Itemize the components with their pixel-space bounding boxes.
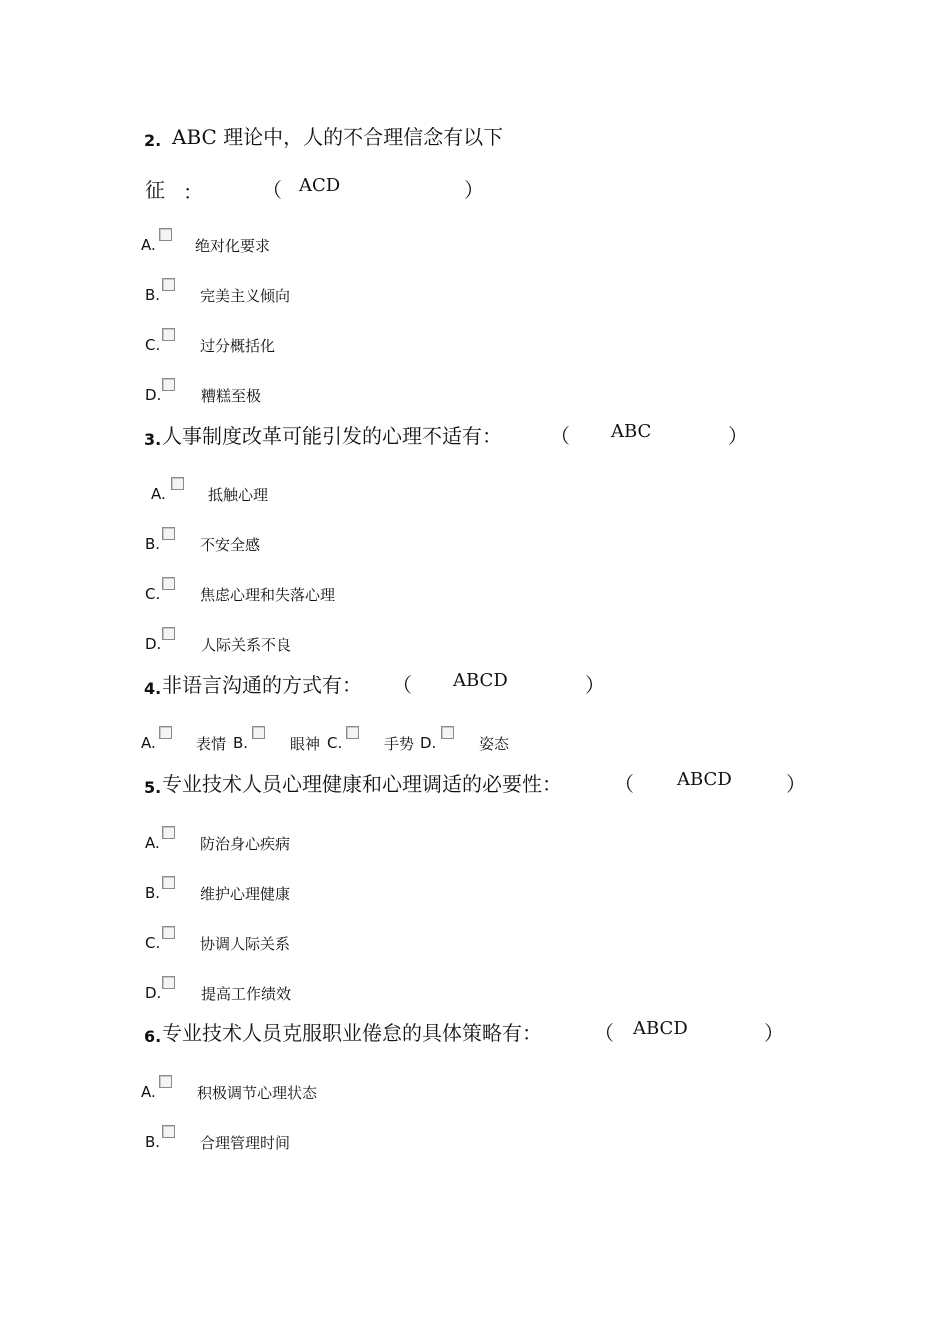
option-a-label: 积极调节心理状态 xyxy=(197,1084,318,1102)
answer-paren-open: （ xyxy=(392,673,412,697)
option-b-label: 合理管理时间 xyxy=(200,1134,291,1152)
question-text: 专业技术人员心理健康和心理调适的必要性： xyxy=(162,772,562,796)
option-c-label: 手势 xyxy=(384,735,415,753)
question-number: 5. xyxy=(144,778,162,797)
answer-text: ABC xyxy=(611,421,652,442)
option-a-letter: A. xyxy=(141,236,156,254)
question-text: 非语言沟通的方式有： xyxy=(162,673,362,697)
option-a-letter: A. xyxy=(151,485,166,503)
option-d-letter: D. xyxy=(145,635,162,653)
answer-text: ABCD xyxy=(633,1018,688,1039)
question-text: 人事制度改革可能引发的心理不适有： xyxy=(162,424,502,448)
option-c-letter: C. xyxy=(145,934,161,952)
option-a-checkbox[interactable] xyxy=(171,477,184,490)
option-d-checkbox[interactable] xyxy=(162,378,175,391)
option-b-checkbox[interactable] xyxy=(162,1125,175,1138)
option-c-checkbox[interactable] xyxy=(162,926,175,939)
option-b-letter: B. xyxy=(145,884,161,902)
option-a-label: 表情 xyxy=(196,735,227,753)
answer-paren-close: ） xyxy=(728,424,748,448)
option-b-checkbox[interactable] xyxy=(162,876,175,889)
option-a-label: 防治身心疾病 xyxy=(200,835,291,853)
option-a-letter: A. xyxy=(145,834,160,852)
option-b-letter: B. xyxy=(233,734,249,752)
option-b-label: 眼神 xyxy=(290,735,321,753)
question-text: ABC 理论中，人的不合理信念有以下 xyxy=(172,125,504,149)
option-c-label: 过分概括化 xyxy=(200,337,276,355)
option-d-checkbox[interactable] xyxy=(162,976,175,989)
option-d-letter: D. xyxy=(145,386,162,404)
option-a-letter: A. xyxy=(141,1083,156,1101)
option-d-label: 提高工作绩效 xyxy=(201,985,292,1003)
option-c-label: 协调人际关系 xyxy=(200,935,291,953)
option-c-letter: C. xyxy=(145,336,161,354)
option-d-letter: D. xyxy=(420,734,437,752)
answer-paren-open: （ xyxy=(594,1021,614,1045)
answer-paren-close: ） xyxy=(764,1021,784,1045)
answer-text: ACD xyxy=(299,175,341,196)
option-b-letter: B. xyxy=(145,1133,161,1151)
option-b-label: 不安全感 xyxy=(200,536,261,554)
question-text-colon: ： xyxy=(183,180,203,204)
option-d-label: 姿态 xyxy=(479,735,510,753)
option-c-label: 焦虑心理和失落心理 xyxy=(200,586,336,604)
answer-paren-close: ） xyxy=(585,673,605,697)
option-a-checkbox[interactable] xyxy=(159,1075,172,1088)
option-c-checkbox[interactable] xyxy=(346,726,359,739)
question-number: 6. xyxy=(144,1027,162,1046)
option-b-letter: B. xyxy=(145,286,161,304)
answer-text: ABCD xyxy=(677,769,732,790)
question-number: 2. xyxy=(144,131,162,150)
option-b-checkbox[interactable] xyxy=(162,527,175,540)
option-b-label: 完美主义倾向 xyxy=(200,287,291,305)
question-number: 4. xyxy=(144,679,162,698)
question-text: 专业技术人员克服职业倦怠的具体策略有： xyxy=(162,1021,542,1045)
answer-paren-close: ） xyxy=(786,772,806,796)
option-a-label: 抵触心理 xyxy=(208,486,269,504)
option-c-checkbox[interactable] xyxy=(162,577,175,590)
option-d-checkbox[interactable] xyxy=(441,726,454,739)
answer-paren-open: （ xyxy=(262,178,282,202)
question-number: 3. xyxy=(144,430,162,449)
option-b-letter: B. xyxy=(145,535,161,553)
option-b-label: 维护心理健康 xyxy=(200,885,291,903)
answer-paren-open: （ xyxy=(614,772,634,796)
option-c-letter: C. xyxy=(145,585,161,603)
option-d-label: 糟糕至极 xyxy=(201,387,262,405)
option-c-checkbox[interactable] xyxy=(162,328,175,341)
option-a-label: 绝对化要求 xyxy=(195,237,271,255)
option-b-checkbox[interactable] xyxy=(252,726,265,739)
option-a-checkbox[interactable] xyxy=(159,228,172,241)
answer-paren-close: ） xyxy=(464,178,484,202)
question-text-continued: 征 xyxy=(145,178,165,202)
option-a-letter: A. xyxy=(141,734,156,752)
option-d-label: 人际关系不良 xyxy=(201,636,292,654)
option-b-checkbox[interactable] xyxy=(162,278,175,291)
answer-paren-open: （ xyxy=(550,424,570,448)
option-a-checkbox[interactable] xyxy=(162,826,175,839)
option-c-letter: C. xyxy=(327,734,343,752)
option-a-checkbox[interactable] xyxy=(159,726,172,739)
answer-text: ABCD xyxy=(453,670,508,691)
option-d-letter: D. xyxy=(145,984,162,1002)
option-d-checkbox[interactable] xyxy=(162,627,175,640)
